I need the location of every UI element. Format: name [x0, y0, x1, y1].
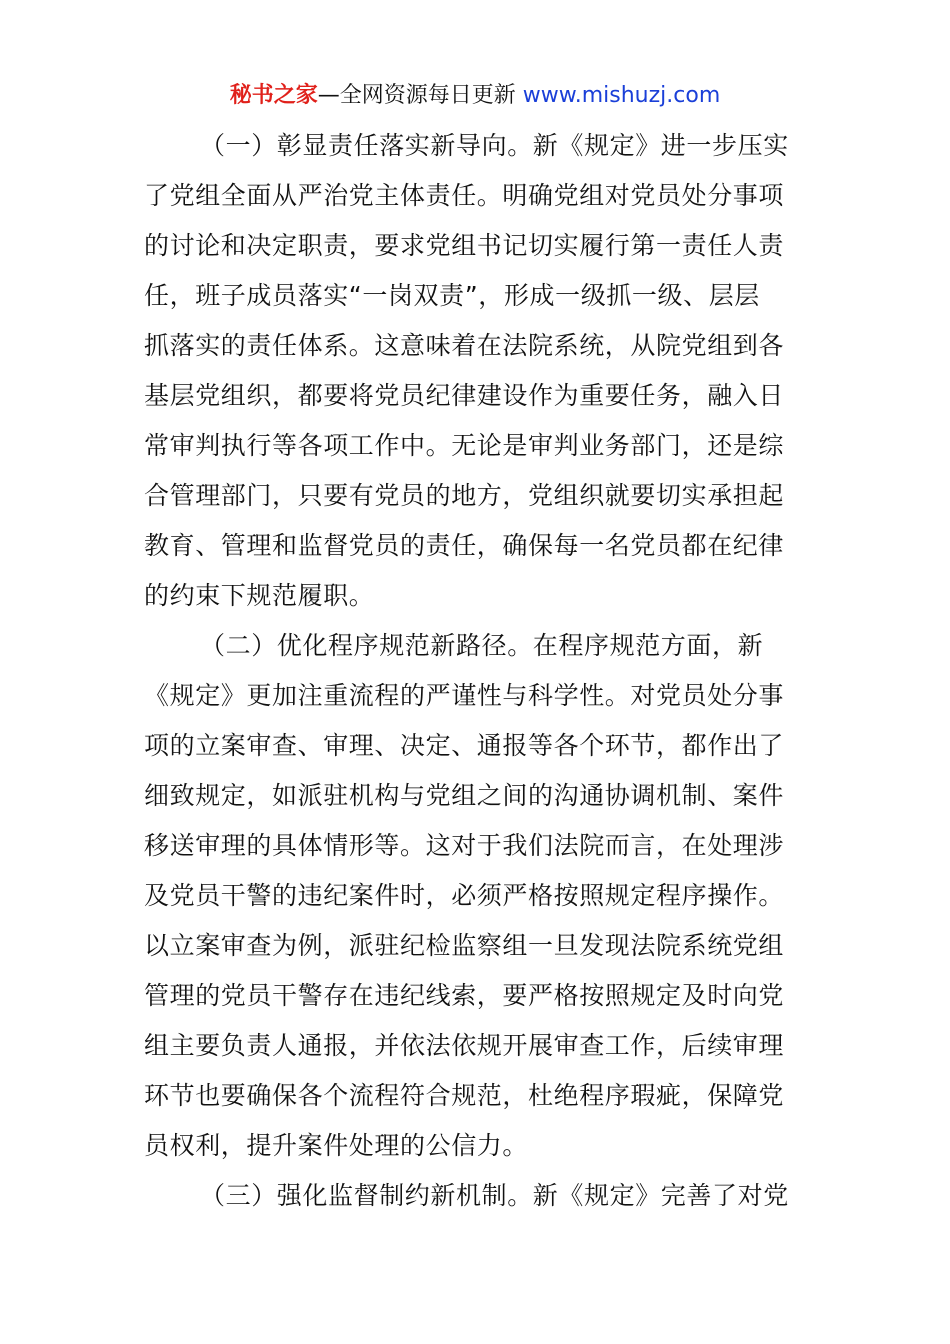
text-line: 细致规定，如派驻机构与党组之间的沟通协调机制、案件	[144, 781, 785, 810]
text-line: 教育、管理和监督党员的责任，确保每一名党员都在纪律	[144, 531, 785, 560]
text-line: 的讨论和决定职责，要求党组书记切实履行第一责任人责	[144, 231, 785, 260]
site-header	[0, 80, 950, 112]
text-line: 组主要负责人通报，并依法依规开展审查工作，后续审理	[144, 1031, 785, 1060]
text-line: 基层党组织，都要将党员纪律建设作为重要任务，融入日	[144, 381, 785, 410]
text-line: 环节也要确保各个流程符合规范，杜绝程序瑕疵，保障党	[144, 1081, 785, 1110]
text-line: 移送审理的具体情形等。这对于我们法院而言，在处理涉	[144, 831, 785, 860]
site-brand: 秘书之家	[229, 83, 318, 108]
text-line: 合管理部门，只要有党员的地方，党组织就要切实承担起	[144, 481, 785, 510]
text-line: 《规定》更加注重流程的严谨性与科学性。对党员处分事	[144, 681, 785, 710]
paragraph-1-heading-line: （一）彰显责任落实新导向。新《规定》进一步压实	[200, 131, 789, 160]
text-line: 员权利，提升案件处理的公信力。	[144, 1131, 529, 1160]
paragraph-3-heading-line: （三）强化监督制约新机制。新《规定》完善了对党	[200, 1181, 789, 1210]
text-line: 项的立案审查、审理、决定、通报等各个环节，都作出了	[144, 731, 785, 760]
text-line: 管理的党员干警存在违纪线索，要严格按照规定及时向党	[144, 981, 785, 1010]
document-body	[144, 121, 806, 1221]
text-line: 抓落实的责任体系。这意味着在法院系统，从院党组到各	[144, 331, 785, 360]
text-line: 及党员干警的违纪案件时，必须严格按照规定程序操作。	[144, 881, 785, 910]
text-line: 常审判执行等各项工作中。无论是审判业务部门，还是综	[144, 431, 785, 460]
paragraph-2-heading-line: （二）优化程序规范新路径。在程序规范方面，新	[200, 631, 764, 660]
text-line: 以立案审查为例，派驻纪检监察组一旦发现法院系统党组	[144, 931, 785, 960]
text-line: 了党组全面从严治党主体责任。明确党组对党员处分事项	[144, 181, 785, 210]
site-tagline: —全网资源每日更新	[317, 83, 523, 108]
site-url-link[interactable]: www.mishuzj.com	[522, 83, 721, 108]
text-line: 的约束下规范履职。	[144, 581, 375, 610]
text-line: 任，班子成员落实“一岗双责”，形成一级抓一级、层层	[144, 281, 760, 310]
